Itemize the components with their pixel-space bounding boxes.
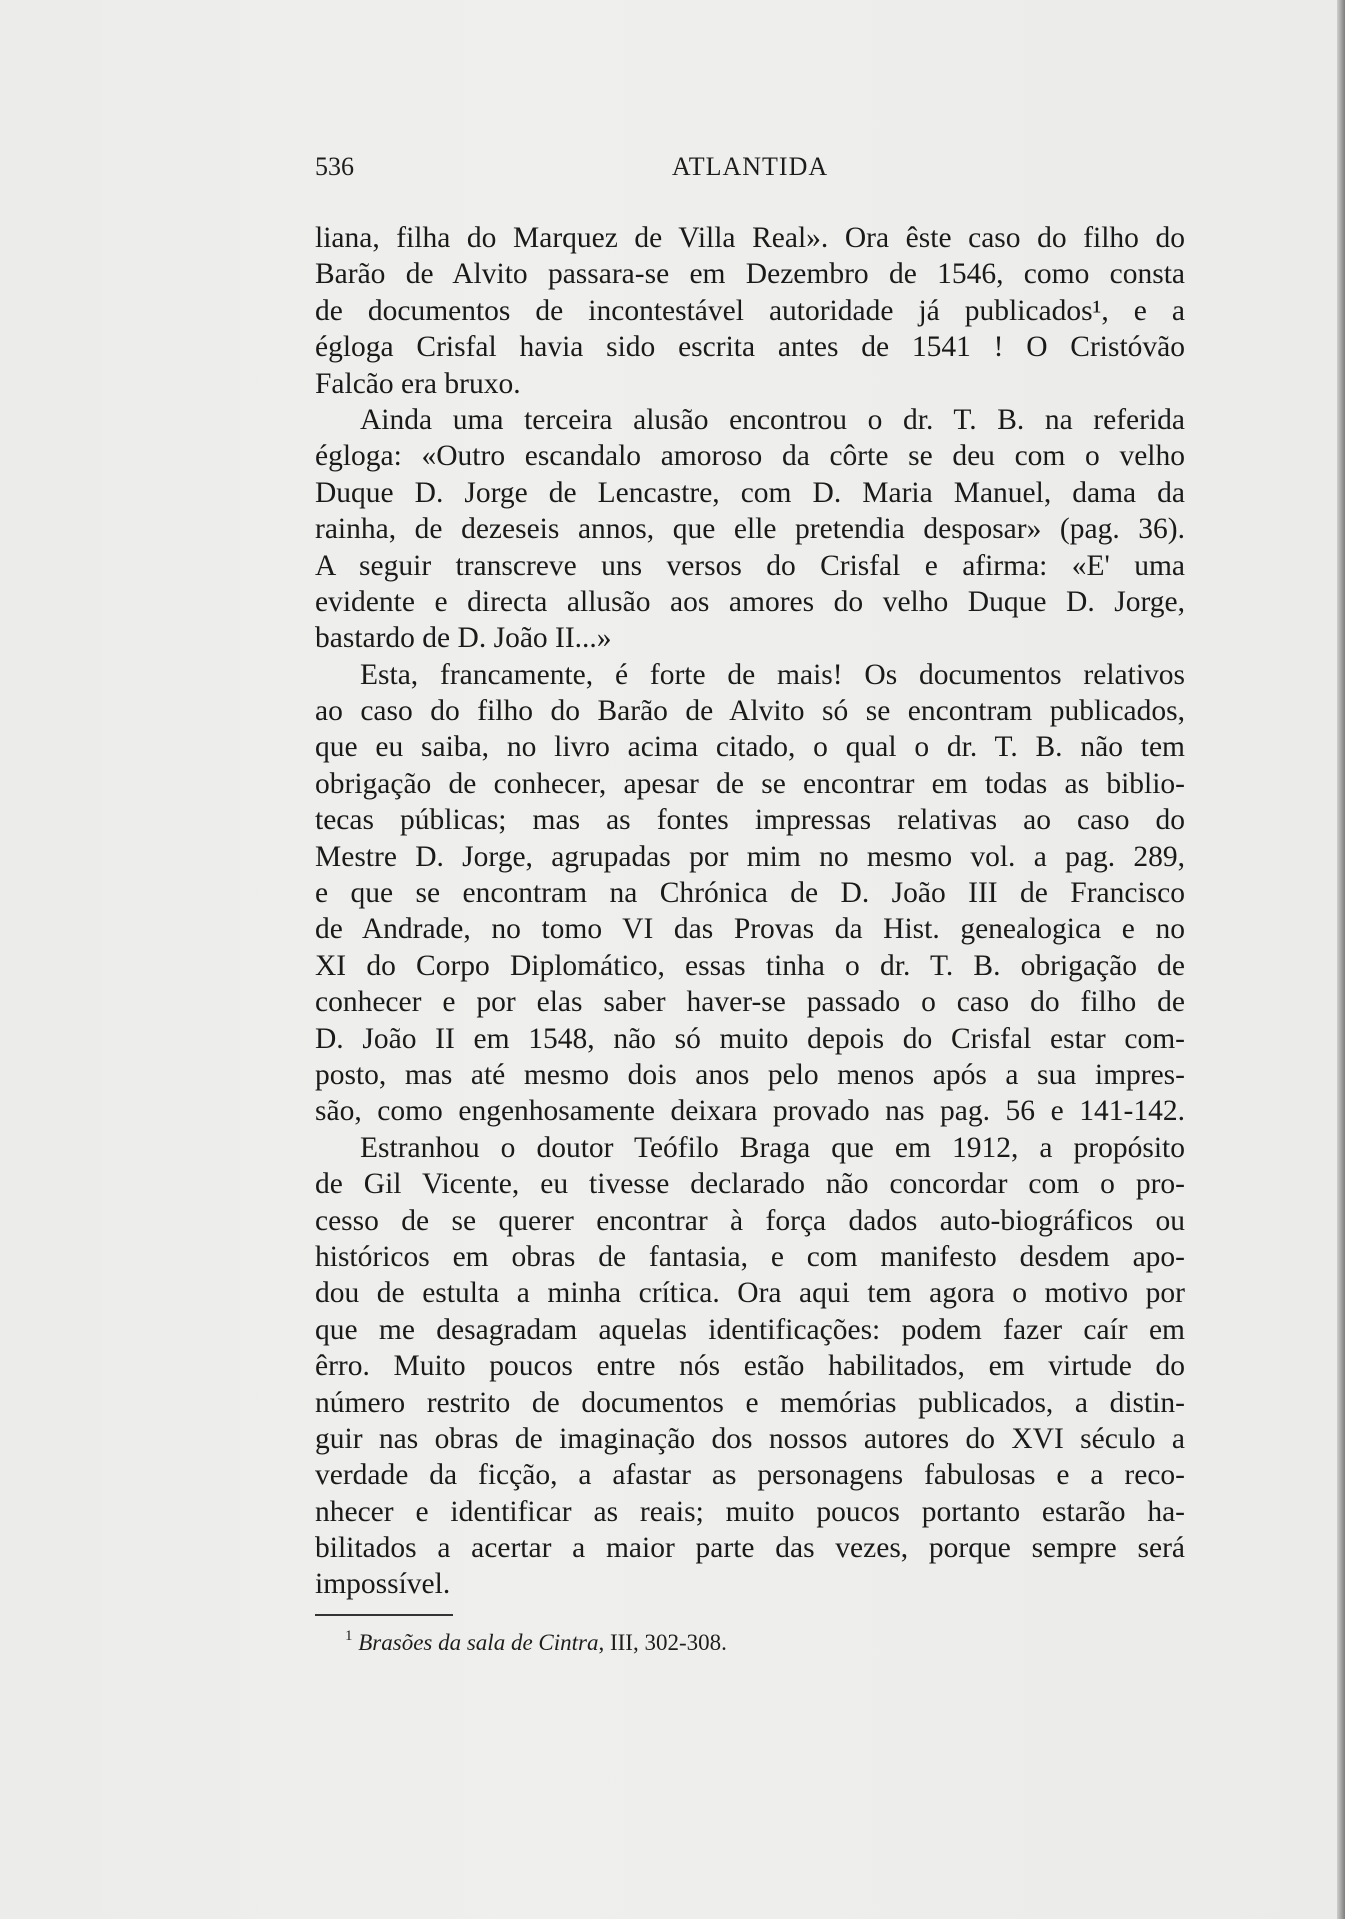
text-line: égloga Crisfal havia sido escrita antes de 1541 ! O Cristóvão: [315, 331, 1185, 364]
text-line: égloga: «Outro escandalo amoroso da côrte se deu com o velho: [315, 440, 1185, 473]
footnote-divider: [315, 1614, 453, 1616]
footnote-marker: 1: [345, 1628, 353, 1644]
text-line: históricos em obras de fantasia, e com manifesto desdem apo-: [315, 1240, 1185, 1273]
text-line: conhecer e por elas saber haver-se passado o caso do filho de: [315, 986, 1185, 1019]
text-line: são, como engenhosamente deixara provado nas pag. 56 e 141-142.: [315, 1095, 1185, 1128]
page-number: 536: [315, 152, 354, 181]
text-line: de documentos de incontestável autoridade já publicados¹, e a: [315, 294, 1185, 327]
page-header: [315, 152, 1185, 192]
text-line: número restrito de documentos e memórias publicados, a distin-: [315, 1386, 1185, 1419]
text-line: que me desagradam aquelas identificações: podem fazer caír em: [315, 1313, 1185, 1346]
text-line: evidente e directa allusão aos amores do velho Duque D. Jorge,: [315, 585, 1185, 618]
text-line: bilitados a acertar a maior parte das vezes, porque sempre será: [315, 1532, 1185, 1565]
text-line: cesso de se querer encontrar à força dados auto-biográficos ou: [315, 1204, 1185, 1237]
text-line: tecas públicas; mas as fontes impressas relativas ao caso do: [315, 804, 1185, 837]
text-line: XI do Corpo Diplomático, essas tinha o dr. T. B. obrigação de: [315, 949, 1185, 982]
text-line: Barão de Alvito passara-se em Dezembro de 1546, como consta: [315, 258, 1185, 291]
text-line: Falcão era bruxo.: [315, 367, 521, 400]
footnote: [345, 1630, 1145, 1656]
text-line: Mestre D. Jorge, agrupadas por mim no mesmo vol. a pag. 289,: [315, 840, 1185, 873]
text-line: bastardo de D. João II...»: [315, 622, 612, 655]
text-line: posto, mas até mesmo dois anos pelo menos após a sua impres-: [315, 1058, 1185, 1091]
text-line: e que se encontram na Chrónica de D. João III de Francisco: [315, 877, 1185, 910]
text-line: D. João II em 1548, não só muito depois do Crisfal estar com-: [315, 1022, 1185, 1055]
text-line: rainha, de dezeseis annos, que elle pretendia desposar» (pag. 36).: [315, 513, 1185, 546]
text-line: de Gil Vicente, eu tivesse declarado não concordar com o pro-: [315, 1168, 1185, 1201]
paragraph-start-line: Ainda uma terceira alusão encontrou o dr. T. B. na referida: [360, 403, 1185, 436]
text-line: que eu saiba, no livro acima citado, o qual o dr. T. B. não tem: [315, 731, 1185, 764]
footnote-reference: , III, 302-308.: [598, 1630, 727, 1655]
paragraph-start-line: Esta, francamente, é forte de mais! Os documentos relativos: [360, 658, 1185, 691]
running-title: ATLANTIDA: [671, 152, 829, 181]
page-edge-shadow: [1337, 0, 1345, 1919]
text-line: nhecer e identificar as reais; muito poucos portanto estarão ha-: [315, 1495, 1185, 1528]
text-line: A seguir transcreve uns versos do Crisfal e afirma: «E' uma: [315, 549, 1185, 582]
text-line: ao caso do filho do Barão de Alvito só se encontram publicados,: [315, 695, 1185, 728]
text-line: dou de estulta a minha crítica. Ora aqui tem agora o motivo por: [315, 1277, 1185, 1310]
text-line: de Andrade, no tomo VI das Provas da Hist. genealogica e no: [315, 913, 1185, 946]
text-line: êrro. Muito poucos entre nós estão habilitados, em virtude do: [315, 1350, 1185, 1383]
footnote-title: Brasões da sala de Cintra: [358, 1630, 599, 1655]
text-line: verdade da ficção, a afastar as personagens fabulosas e a reco-: [315, 1459, 1185, 1492]
text-line: liana, filha do Marquez de Villa Real». Ora êste caso do filho do: [315, 222, 1185, 254]
text-line: obrigação de conhecer, apesar de se encontrar em todas as biblio-: [315, 767, 1185, 800]
text-line: guir nas obras de imaginação dos nossos autores do XVI século a: [315, 1422, 1185, 1455]
text-line: impossível.: [315, 1568, 451, 1601]
paragraph-start-line: Estranhou o doutor Teófilo Braga que em 1912, a propósito: [360, 1131, 1185, 1164]
text-line: Duque D. Jorge de Lencastre, com D. Maria Manuel, dama da: [315, 476, 1185, 509]
body-text: [315, 220, 1185, 1603]
